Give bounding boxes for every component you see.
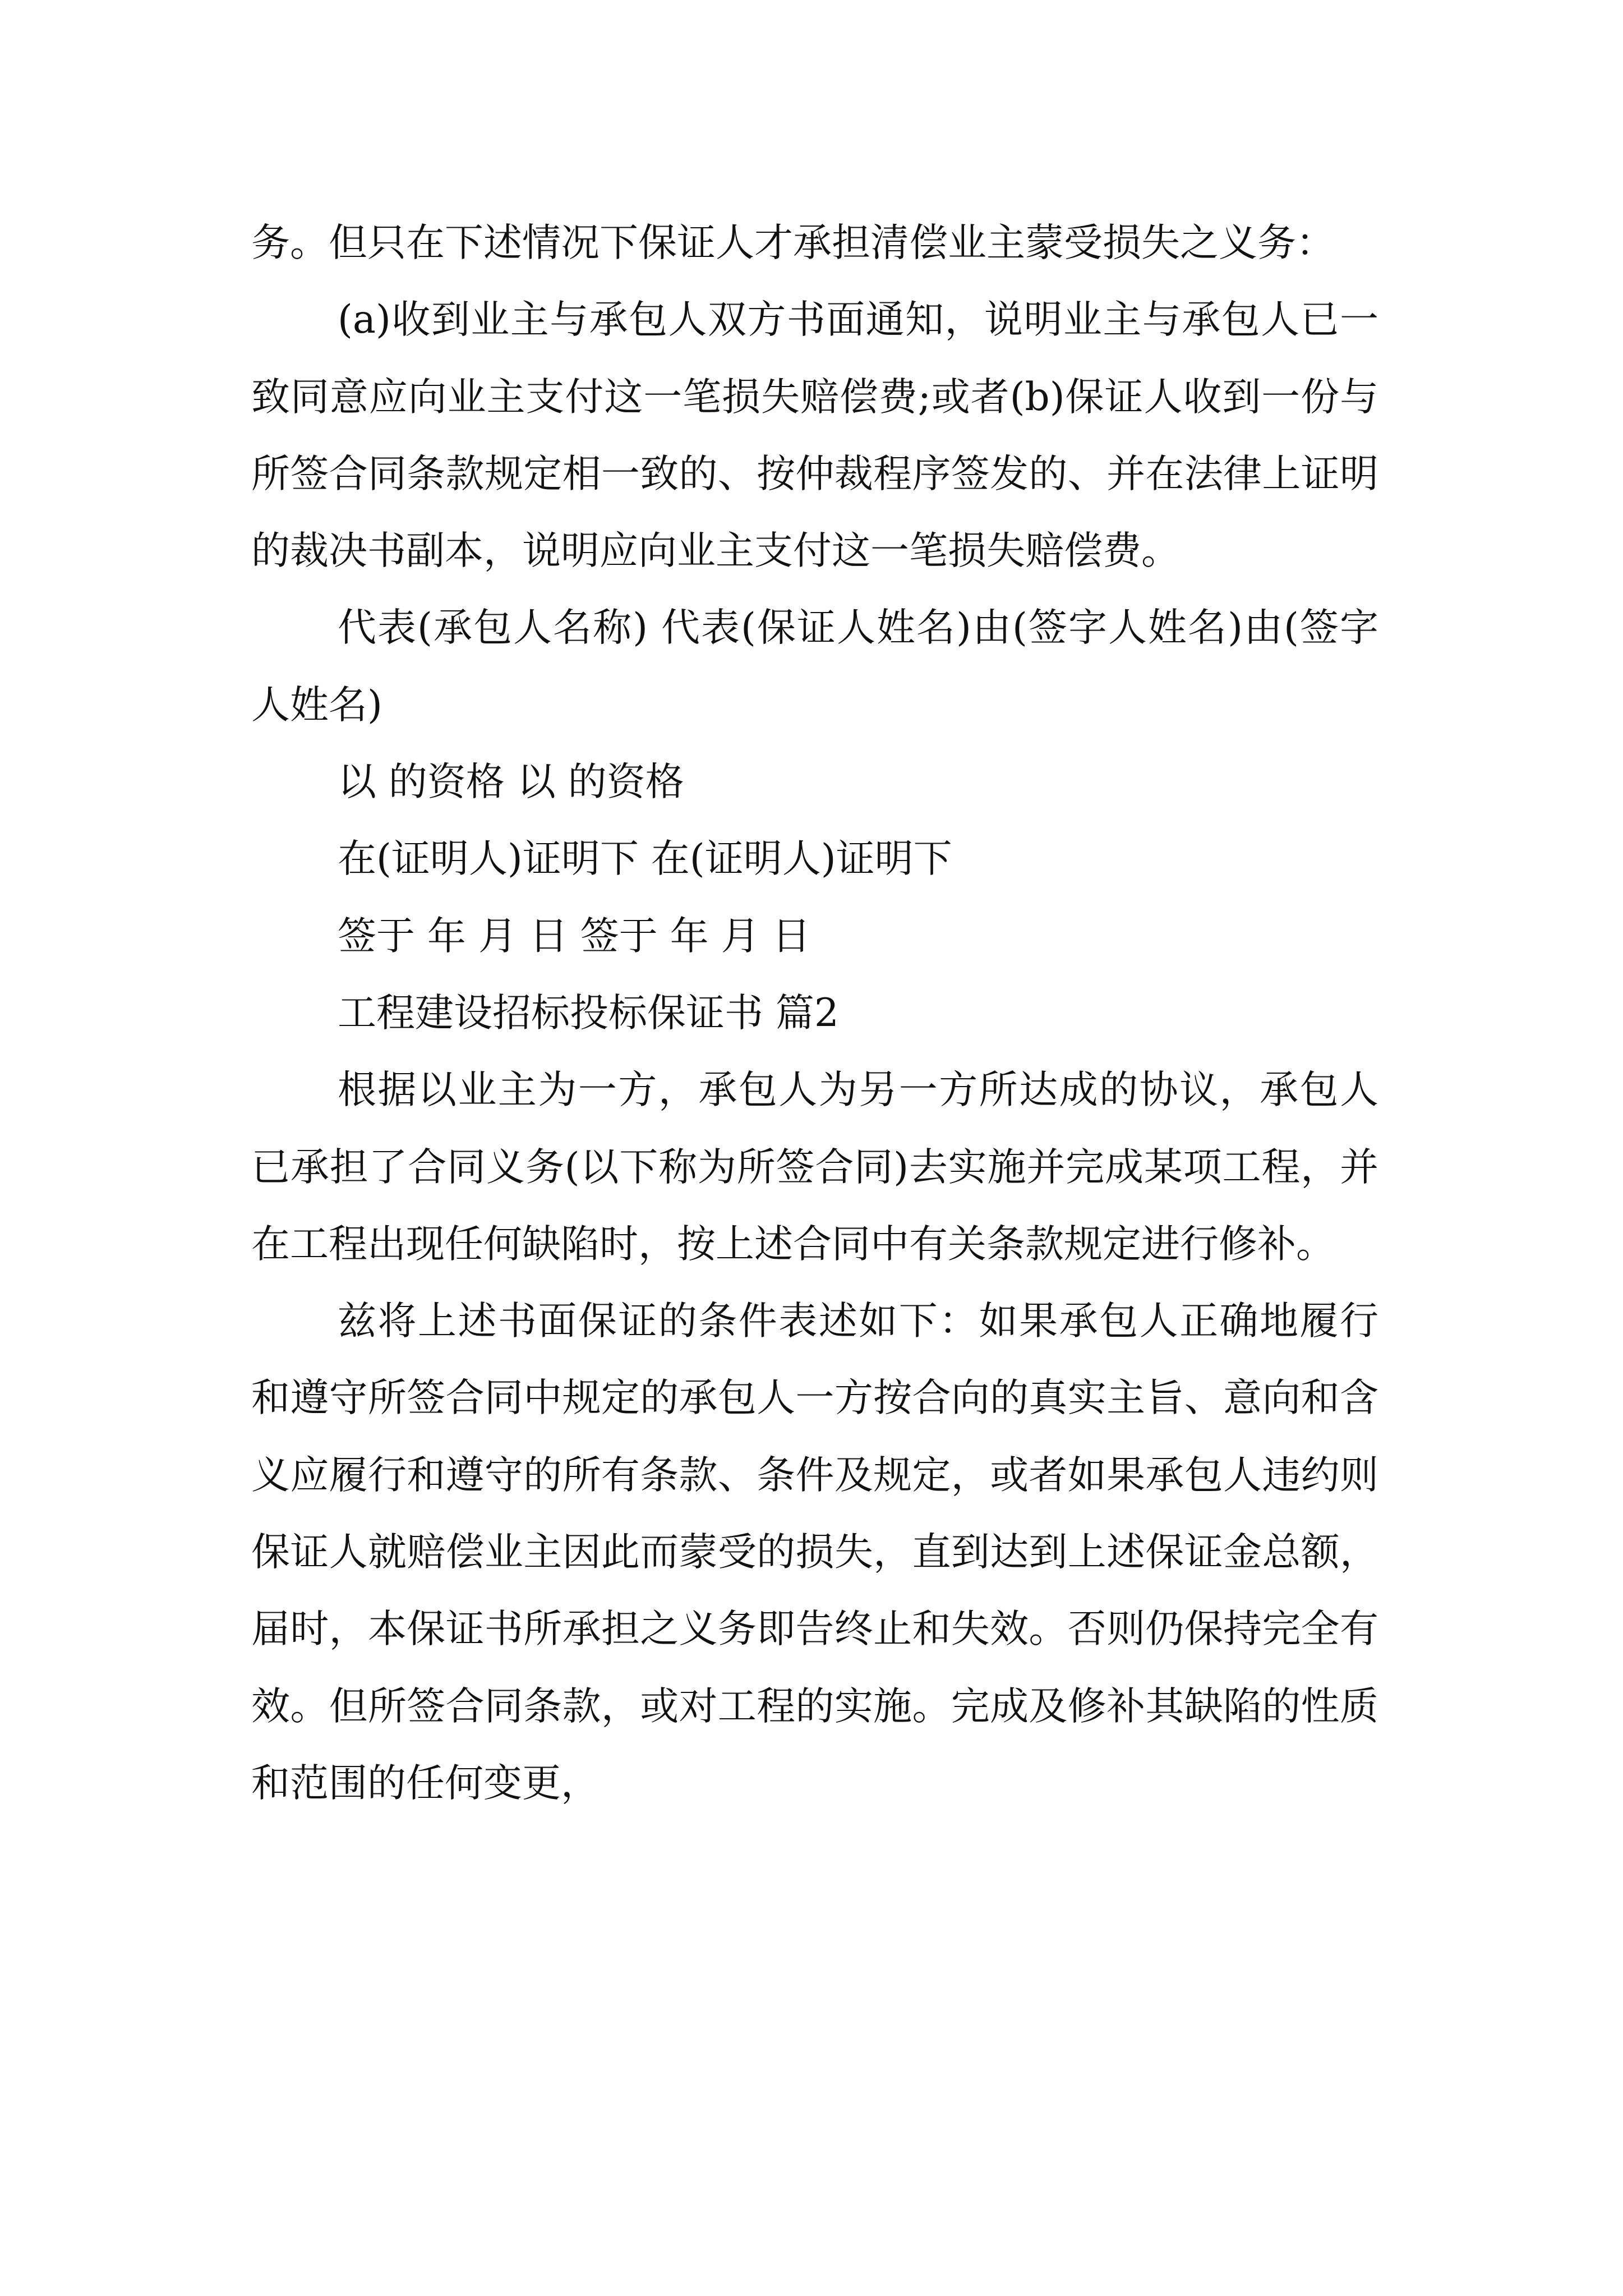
- signature-date-line: 签于 年 月 日 签于 年 月 日: [338, 913, 811, 959]
- paragraph-conditions-a-b: (a)收到业主与承包人双方书面通知，说明业主与承包人已一致同意应向业主支付这一笔损失赔偿费;或者(b)保证人收到一份与所签合同条款规定相一致的、按仲裁程序签发的、并在法律上证明的裁决书副本，说明应向业主支付这一笔损失赔偿费。: [251, 297, 1378, 574]
- section-heading: 工程建设招标投标保证书 篇2: [338, 990, 839, 1036]
- signature-representatives-line: 代表(承包人名称) 代表(保证人姓名)由(签字人姓名)由(签字人姓名): [251, 605, 1378, 728]
- signature-witness-line: 在(证明人)证明下 在(证明人)证明下: [338, 836, 952, 882]
- paragraph-agreement: 根据以业主为一方，承包人为另一方所达成的协议，承包人已承担了合同义务(以下称为所签合同)去实施并完成某项工程，并在工程出现任何缺陷时，按上述合同中有关条款规定进行修补。: [251, 1068, 1378, 1267]
- document-body: [251, 205, 1378, 1822]
- paragraph-obligation-continued: 务。但只在下述情况下保证人才承担清偿业主蒙受损失之义务：: [251, 220, 1335, 265]
- signature-capacity-line: 以 的资格 以 的资格: [338, 760, 684, 805]
- paragraph-guarantee-conditions: 兹将上述书面保证的条件表述如下：如果承包人正确地履行和遵守所签合同中规定的承包人一方按合向的真实主旨、意向和含义应履行和遵守的所有条款、条件及规定，或者如果承包人违约则保证人就赔偿业主因此而蒙受的损失，直到达到上述保证金总额，届时，本保证书所承担之义务即告终止和失效。否则仍保持完全有效。但所签合同条款，或对工程的实施。完成及修补其缺陷的性质和范围的任何变更，: [251, 1299, 1378, 1806]
